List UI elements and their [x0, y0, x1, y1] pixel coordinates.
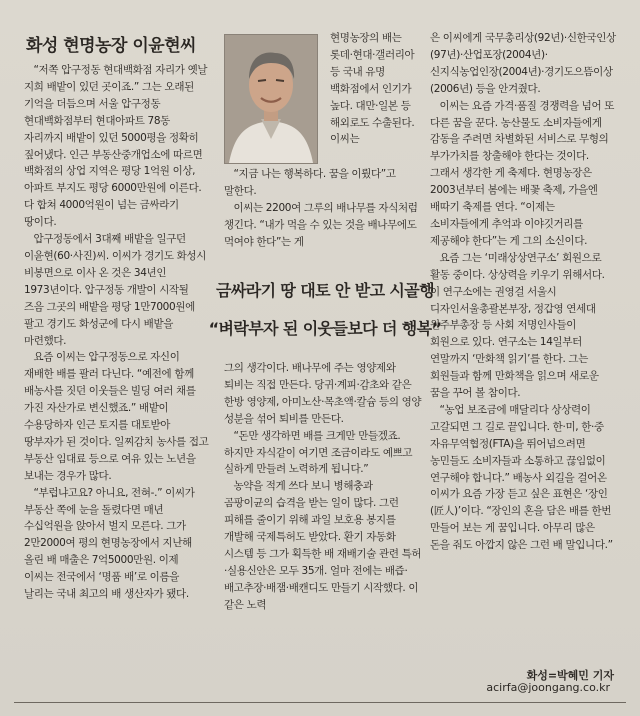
paragraph: 농약을 적게 쓰다 보니 병해충과 곰팡이균의 습격을 받는 일이 많다. 그런 피해를 줄이기 위해 과일 보호용 봉지를 개발해 국제특허도 받았다. 환기 자동화 시스템 등 그가 획득한 배 재배기술 관련 특허·실용신안은 모두 35개. 얼마 전에는 배즙·배고추장·배잼·배캔디도 만들기 시작했다. 이 같은 노력 — [224, 480, 422, 611]
paragraph: “농업 보조금에 매달리다 상상력이 고갈되면 그 길로 끝입니다. 한·미, 한·중 자유무역협정(FTA)을 뛰어넘으려면 농민들도 소비자들과 소통하고 끊임없이 연구해야 합니다.” 배농사 외길을 걸어온 이씨가 요즘 가장 듣고 싶은 표현은 ‘장인(匠人)’이다. “장인의 혼을 담은 배를 한번 만들어 보는 게 꿈입니다. 아무리 많은 돈을 줘도 아깝지 않은 그런 배 말입니다.” — [430, 403, 613, 552]
paragraph: 그의 생각이다. 배나무에 주는 영양제와 퇴비는 직접 만든다. 당귀·계피·감초와 같은 한방 영양제, 아미노산·목초액·칼슘 등의 영양 성분을 섞어 퇴비를 만든다. — [224, 362, 422, 425]
paragraph: “돈만 생각하면 배를 크게만 만들겠죠. 하지만 자식같이 여기면 조금이라도 예쁘고 실하게 만들려 노력하게 됩니다.” — [224, 429, 413, 476]
column-3 — [430, 30, 616, 554]
article-title: 화성 현명농장 이윤현씨 — [26, 36, 197, 56]
bottom-divider — [14, 702, 626, 703]
paragraph: 은 이씨에게 국무총리상(92년)·신한국인상(97년)·산업포장(2004년)·신지식농업인장(2004년)·경기도으뜸이상(2006년) 등을 안겨줬다. — [430, 32, 616, 95]
paragraph: 이씨는 2200여 그루의 배나무를 자식처럼 챙긴다. “내가 먹을 수 있는 것을 배나무에도 먹여야 한다”는 게 — [224, 201, 418, 248]
paragraph: 요즘 그는 ‘미래상상연구소’ 회원으로 활동 중이다. 상상력을 키우기 위해서다. 이 연구소에는 권영걸 서울시 디자인서울총괄본부장, 정갑영 연세대 원주부총장 등 사회 저명인사들이 회원으로 있다. 연구소는 14일부터 연말까지 ‘만화책 읽기’를 한다. 그는 회원들과 함께 만화책을 읽으며 새로운 꿈을 꾸어 볼 참이다. — [430, 251, 605, 400]
paragraph: 현명농장의 배는 롯데·현대·갤러리아 등 국내 유명 백화점에서 인기가 높다. 대만·일본 등 해외로도 수출된다. 이씨는 — [330, 32, 415, 146]
paragraph: “부럽냐고요? 아니요, 전혀-.” 이씨가 부동산 쪽에 눈을 돌렸다면 매년 수십억원을 앉아서 벌지 모른다. 그가 2만2000여 평의 현명농장에서 지난해 올린 배 매출은 7억5000만원. 이제 이씨는 전국에서 ‘명품 배’로 이름을 날리는 국내 최고의 배 생산자가 됐다. — [24, 486, 195, 601]
column-1 — [24, 62, 210, 603]
paragraph: “저쪽 압구정동 현대백화점 자리가 옛날 지희 배밭이 있던 곳이죠.” 그는 오래된 기억을 더듬으며 서울 압구정동 현대백화점부터 현대아파트 78동 자리까지 배밭이 있던 5000평을 정확히 짚어냈다. 인근 부동산중개업소에 따르면 백화점의 상업 지역은 평당 1억원 이상, 아파트 부지도 평당 6000만원에 이른다. 다 합쳐 4000억원이 넘는 금싸라기 땅이다. — [24, 64, 208, 229]
column-2-top-right — [330, 30, 424, 148]
paragraph: 요즘 이씨는 압구정동으로 자신이 재배한 배를 팔러 다닌다. “예전에 함께 배농사를 짓던 이웃들은 빌딩 여러 채를 가진 자산가로 변신했죠.” 배밭이 수용당하자 인근 토지를 대토받아 땅부자가 된 것이다. 일찌감치 농사를 접고 부동산 임대료 등으로 여유 있는 노년을 보내는 경우가 많다. — [24, 351, 209, 482]
byline-email: acirfa@joongang.co.kr — [486, 681, 610, 694]
portrait-photo — [224, 34, 318, 164]
paragraph: “지금 나는 행복하다. 꿈을 이뤘다”고 말한다. — [224, 168, 396, 197]
article-headline — [190, 280, 460, 340]
headline-primary: 금싸라기 땅 대토 안 받고 시골행 — [216, 281, 434, 300]
byline-reporter: 화성=박혜민 기자 — [526, 669, 614, 682]
column-2-top — [224, 166, 424, 251]
paragraph: 압구정동에서 3대째 배밭을 일구던 이윤현(60·사진)씨. 이씨가 경기도 화성시 비봉면으로 이사 온 것은 34년인 1973년이다. 압구정동 개발이 시작될 즈음 그곳의 배밭을 평당 1만7000원에 팔고 경기도 화성군에 다시 배밭을 마련했다. — [24, 233, 206, 347]
headline-secondary: “벼락부자 된 이웃들보다 더 행복” — [208, 319, 442, 338]
column-2-bottom — [224, 360, 424, 614]
person-photo-icon — [225, 35, 317, 163]
paragraph: 이씨는 요즘 가격·품질 경쟁력을 넘어 또 다른 꿈을 꾼다. 농산물도 소비자들에게 감동을 주려면 차별화된 서비스로 무형의 부가가치를 창출해야 한다는 것이다. 그래서 생각한 게 축제다. 현명농장은 2003년부터 봄에는 배꽃 축제, 가을엔 배따기 축제를 연다. “이제는 소비자들에게 추억과 이야깃거리를 제공해야 한다”는 게 그의 소신이다. — [430, 99, 615, 247]
